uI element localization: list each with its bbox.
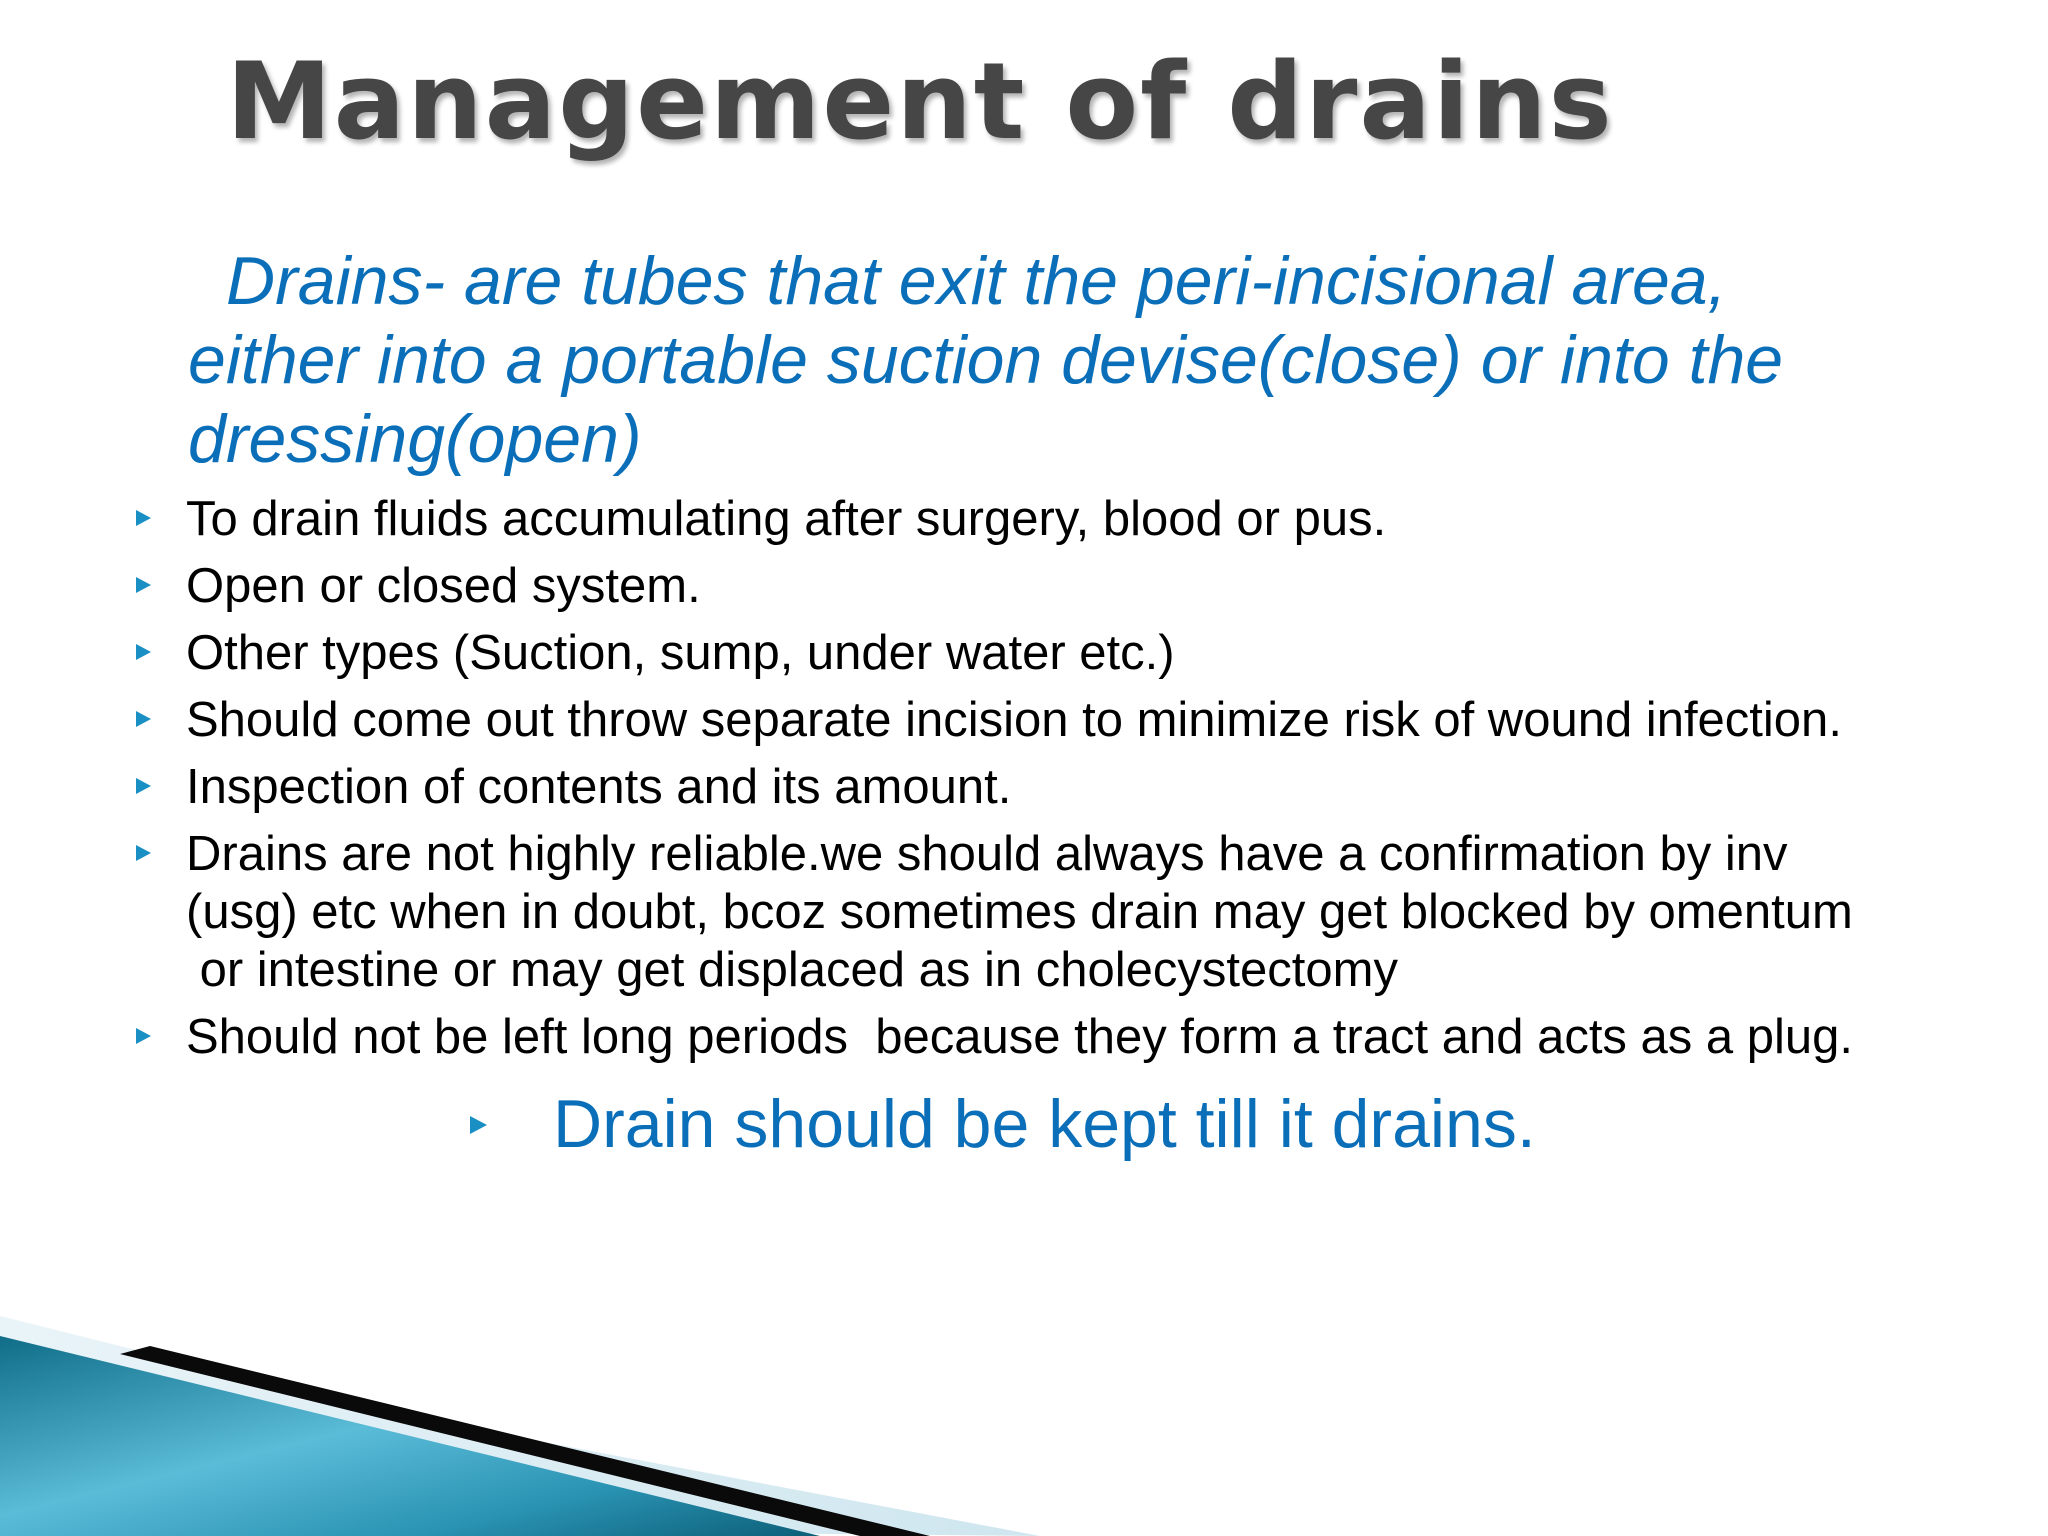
bullet-text-line: (usg) etc when in doubt, bcoz sometimes drain may get blocked by omentum — [186, 885, 1853, 939]
triangle-bullet-icon — [136, 644, 151, 660]
triangle-bullet-icon — [136, 577, 151, 593]
bullet-text: Should not be left long periods because they form a tract and acts as a plug. — [186, 1010, 1854, 1064]
triangle-bullet-icon — [136, 778, 151, 794]
closing-statement — [470, 1084, 1536, 1164]
slide-title: Management of drains — [226, 40, 1614, 163]
bullet-text: To drain fluids accumulating after surgery, blood or pus. — [186, 492, 1387, 546]
triangle-bullet-icon — [136, 711, 151, 727]
bullet-item — [136, 557, 1996, 615]
triangle-bullet-icon — [470, 1116, 487, 1134]
intro-line-1: Drains- are tubes that exit the peri-incisional area, — [226, 243, 1727, 319]
closing-text: Drain should be kept till it drains. — [553, 1086, 1536, 1162]
bullet-item — [136, 1008, 1996, 1066]
bullet-text: Other types (Suction, sump, under water etc.) — [186, 626, 1175, 680]
bullet-item — [136, 825, 1996, 999]
corner-decoration — [0, 1276, 2048, 1536]
bullet-text-line: or intestine or may get displaced as in cholecystectomy — [186, 943, 1398, 997]
triangle-bullet-icon — [136, 510, 151, 526]
bullet-item — [136, 490, 1996, 548]
bullet-text: Inspection of contents and its amount. — [186, 760, 1012, 814]
bullet-text: Should come out throw separate incision to minimize risk of wound infection. — [186, 693, 1842, 747]
bullet-item — [136, 758, 1996, 816]
bullet-text: Open or closed system. — [186, 559, 701, 613]
bullet-list — [136, 490, 1996, 1075]
triangle-bullet-icon — [136, 845, 151, 861]
bullet-item — [136, 624, 1996, 682]
bullet-text-line: Drains are not highly reliable.we should always have a confirmation by inv — [186, 827, 1788, 881]
bullet-item — [136, 691, 1996, 749]
intro-line-3: dressing(open) — [188, 401, 642, 477]
intro-line-2: either into a portable suction devise(close) or into the — [188, 322, 1784, 398]
triangle-bullet-icon — [136, 1028, 151, 1044]
intro-definition — [188, 242, 1948, 479]
corner-teal-wedge — [0, 1336, 820, 1536]
